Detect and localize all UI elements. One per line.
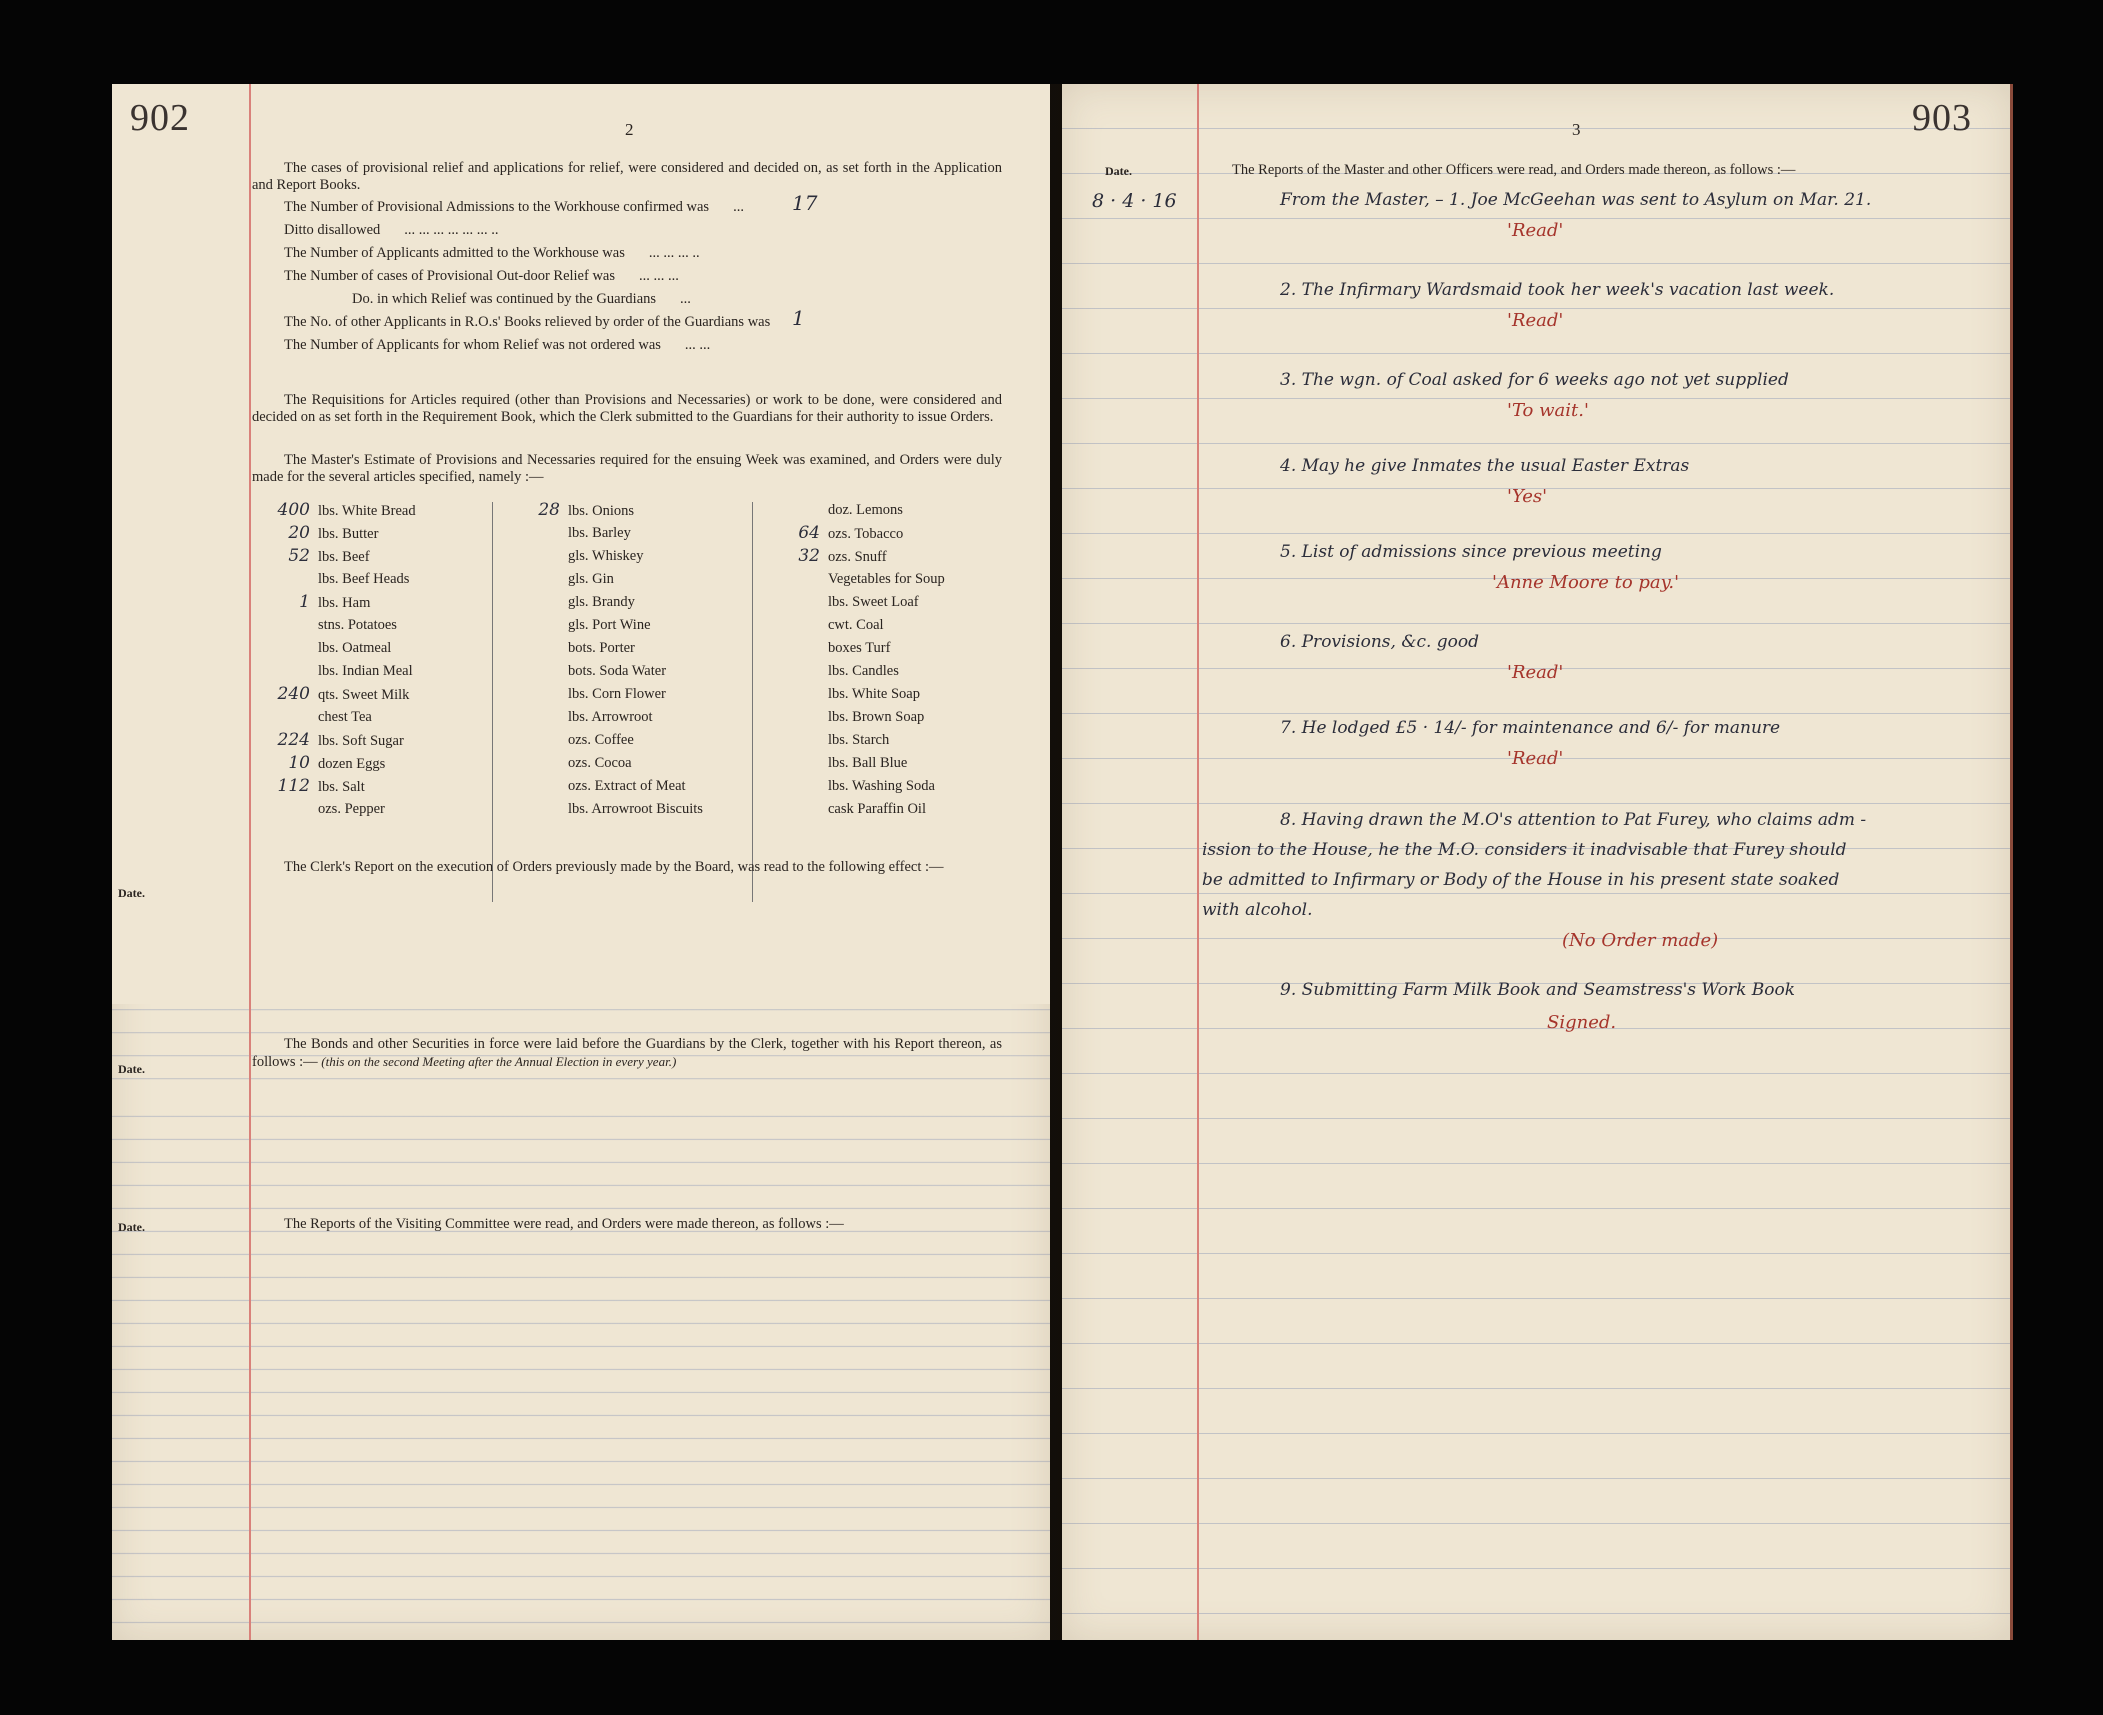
left-page <box>112 84 1050 1640</box>
report-4-order: 'Yes' <box>1507 486 1548 507</box>
report-9-text: 9. Submitting Farm Milk Book and Seamstress's Work Book <box>1280 980 1796 1000</box>
provision-quantity: 10 <box>288 753 310 773</box>
date-label: Date. <box>118 1220 145 1234</box>
provision-item: lbs. Brown Soap <box>828 709 925 725</box>
provision-row <box>252 798 416 821</box>
provision-quantity: 64 <box>798 523 820 543</box>
provision-row <box>762 729 945 752</box>
provision-item: lbs. Corn Flower <box>568 686 666 702</box>
report-9-order: Signed. <box>1547 1012 1617 1033</box>
officers-reports-header: The Reports of the Master and other Officers were read, and Orders made thereon, as follows :— <box>1232 162 1796 178</box>
estimate-paragraph: The Master's Estimate of Provisions and Necessaries required for the ensuing Week was examined, and Orders were duly made for the several articles specified, namely :— <box>252 452 1002 485</box>
provision-item: lbs. Beef Heads <box>318 571 410 587</box>
provision-row <box>252 522 416 545</box>
provision-row <box>502 775 703 798</box>
clerk-report-paragraph: The Clerk's Report on the execution of Orders previously made by the Board, was read to the following effect :— <box>284 859 944 875</box>
visiting-committee-paragraph: The Reports of the Visiting Committee were read, and Orders were made thereon, as follows :— <box>284 1216 844 1232</box>
provision-item: cwt. Coal <box>828 617 884 633</box>
provision-item: lbs. Sweet Loaf <box>828 594 919 610</box>
provision-row <box>502 568 703 591</box>
bonds-text: The Bonds and other Securities in force were laid before the Guardians by the Clerk, together with his Report thereon, as follows :— <box>252 1036 1002 1070</box>
report-3-text: 3. The wgn. of Coal asked for 6 weeks ago not yet supplied <box>1280 370 1789 390</box>
provision-item: lbs. Soft Sugar <box>318 733 404 749</box>
provision-row <box>762 775 945 798</box>
provision-item: lbs. Barley <box>568 525 631 541</box>
provision-item: lbs. Ham <box>318 595 371 611</box>
report-8-line-2: ission to the House, he the M.O. considers it inadvisable that Furey should <box>1202 840 1847 860</box>
report-2-order: 'Read' <box>1507 310 1564 331</box>
provision-row <box>252 545 416 568</box>
provisions-column-2 <box>502 499 703 821</box>
admission-row <box>252 265 1002 288</box>
provision-item: gls. Whiskey <box>568 548 644 564</box>
provision-item: ozs. Cocoa <box>568 755 632 771</box>
admission-row <box>252 334 1002 357</box>
provision-row <box>252 729 416 752</box>
requisitions-paragraph: The Requisitions for Articles required (other than Provisions and Necessaries) or work to be done, were considered and decided on as set forth in the Requirement Book, which the Clerk submitted to the Guardians for their authority to issue Orders. <box>252 392 1002 425</box>
provision-quantity: 1 <box>299 592 310 612</box>
leader-dots: ... ... ... .. <box>648 245 700 261</box>
right-margin-line <box>1197 84 1199 1640</box>
provision-item: lbs. Butter <box>318 526 379 542</box>
provision-row <box>502 752 703 775</box>
date-label: Date. <box>118 886 145 900</box>
provision-row <box>502 706 703 729</box>
report-5-text: 5. List of admissions since previous meeting <box>1280 542 1662 562</box>
provisions-divider-1 <box>492 502 493 902</box>
provision-row <box>252 706 416 729</box>
report-7-text: 7. He lodged £5 · 14/- for maintenance and 6/- for manure <box>1280 718 1781 738</box>
provision-item: lbs. Candles <box>828 663 899 679</box>
report-8-order: (No Order made) <box>1562 930 1719 951</box>
provision-item: lbs. Beef <box>318 549 370 565</box>
provisions-column-3 <box>762 499 945 821</box>
provision-item: boxes Turf <box>828 640 891 656</box>
bonds-paragraph <box>252 1036 1002 1071</box>
leader-dots: ... <box>733 199 744 215</box>
provision-row <box>762 660 945 683</box>
provision-quantity: 112 <box>277 776 310 796</box>
provision-quantity: 28 <box>538 500 560 520</box>
provisions-column-1 <box>252 499 416 821</box>
leader-dots: ... <box>680 291 691 307</box>
provision-row <box>762 683 945 706</box>
leader-dots: ... ... <box>684 337 711 353</box>
left-margin-line <box>249 84 251 1640</box>
provision-item: lbs. Onions <box>568 503 635 519</box>
provision-row <box>252 637 416 660</box>
report-6-text: 6. Provisions, &c. good <box>1280 632 1480 652</box>
provision-item: lbs. Washing Soda <box>828 778 935 794</box>
provision-row <box>502 683 703 706</box>
provision-row <box>762 522 945 545</box>
report-6-order: 'Read' <box>1507 662 1564 683</box>
report-3-order: 'To wait.' <box>1507 400 1589 421</box>
provision-row <box>762 499 945 522</box>
provision-item: chest Tea <box>318 709 372 725</box>
report-8-line-3: be admitted to Infirmary or Body of the House in his present state soaked <box>1202 870 1840 890</box>
provision-item: doz. Lemons <box>828 502 903 518</box>
provision-item: ozs. Tobacco <box>828 526 904 542</box>
provision-item: cask Paraffin Oil <box>828 801 926 817</box>
provision-quantity: 400 <box>277 500 310 520</box>
report-4-text: 4. May he give Inmates the usual Easter Extras <box>1280 456 1690 476</box>
leader-dots: ... ... ... <box>639 268 679 284</box>
admission-label: Do. in which Relief was continued by the Guardians <box>352 291 657 307</box>
provision-item: ozs. Pepper <box>318 801 385 817</box>
leader-dots: ... ... ... ... ... ... .. <box>404 222 499 238</box>
date-label: Date. <box>1105 164 1132 178</box>
report-1-text: From the Master, – 1. Joe McGeehan was sent to Asylum on Mar. 21. <box>1280 190 1872 210</box>
provision-item: gls. Port Wine <box>568 617 651 633</box>
provision-row <box>762 798 945 821</box>
provision-row <box>502 637 703 660</box>
provision-quantity: 240 <box>277 684 310 704</box>
report-7-order: 'Read' <box>1507 748 1564 769</box>
admission-label: The Number of cases of Provisional Out-door Relief was <box>284 268 616 284</box>
provision-quantity: 224 <box>277 730 310 750</box>
provision-row <box>502 545 703 568</box>
provision-row <box>252 660 416 683</box>
admission-label: The Number of Applicants admitted to the Workhouse was <box>284 245 625 261</box>
provision-item: ozs. Coffee <box>568 732 634 748</box>
admission-label: The Number of Provisional Admissions to the Workhouse confirmed was <box>284 199 710 215</box>
provision-item: lbs. Ball Blue <box>828 755 908 771</box>
report-1-order: 'Read' <box>1507 220 1564 241</box>
provisions-divider-2 <box>752 502 753 902</box>
right-page <box>1062 84 2013 1640</box>
provision-row <box>502 499 703 522</box>
provision-item: gls. Brandy <box>568 594 635 610</box>
provision-row <box>762 591 945 614</box>
provision-item: lbs. White Soap <box>828 686 920 702</box>
date-label: Date. <box>118 1062 145 1076</box>
provision-row <box>502 591 703 614</box>
provision-item: lbs. Indian Meal <box>318 663 413 679</box>
provision-row <box>252 591 416 614</box>
provision-row <box>762 614 945 637</box>
admission-value: 17 <box>792 191 818 215</box>
admission-row <box>252 242 1002 265</box>
provisional-relief-intro: The cases of provisional relief and applications for relief, were considered and decided on, as set forth in the Application and Report Books. <box>252 160 1002 193</box>
provision-row <box>762 752 945 775</box>
admissions-list <box>252 191 1002 357</box>
provision-item: qts. Sweet Milk <box>318 687 410 703</box>
provision-row <box>502 798 703 821</box>
provision-quantity: 20 <box>288 523 310 543</box>
bonds-note: (this on the second Meeting after the Annual Election in every year.) <box>321 1054 677 1069</box>
provision-row <box>502 522 703 545</box>
provision-row <box>762 568 945 591</box>
provision-item: gls. Gin <box>568 571 614 587</box>
admission-row <box>252 219 1002 242</box>
folio-number: 3 <box>1572 120 1581 139</box>
admission-value: 1 <box>792 306 805 330</box>
report-5-order: 'Anne Moore to pay.' <box>1492 572 1680 593</box>
page-number: 902 <box>130 97 190 139</box>
provision-row <box>502 729 703 752</box>
provision-item: ozs. Extract of Meat <box>568 778 686 794</box>
provision-item: lbs. Arrowroot <box>568 709 653 725</box>
provision-row <box>502 660 703 683</box>
provision-item: dozen Eggs <box>318 756 386 772</box>
provision-row <box>252 752 416 775</box>
provision-item: lbs. Starch <box>828 732 890 748</box>
provision-quantity: 52 <box>288 546 310 566</box>
provision-item: bots. Porter <box>568 640 635 656</box>
provision-row <box>252 683 416 706</box>
provision-item: bots. Soda Water <box>568 663 667 679</box>
provision-row <box>252 568 416 591</box>
provision-row <box>762 706 945 729</box>
entry-date: 8 · 4 · 16 <box>1092 190 1177 212</box>
folio-number: 2 <box>625 120 634 139</box>
admission-row <box>252 191 1002 219</box>
provision-row <box>762 545 945 568</box>
report-8-line-4: with alcohol. <box>1202 900 1313 920</box>
admission-label: The Number of Applicants for whom Relief was not ordered was <box>284 337 661 353</box>
provision-item: lbs. Salt <box>318 779 365 795</box>
provision-row <box>252 775 416 798</box>
provision-item: lbs. Oatmeal <box>318 640 392 656</box>
report-2-text: 2. The Infirmary Wardsmaid took her week's vacation last week. <box>1280 280 1835 300</box>
admission-row <box>252 306 1002 334</box>
provision-item: stns. Potatoes <box>318 617 397 633</box>
provision-quantity: 32 <box>798 546 820 566</box>
provision-item: lbs. White Bread <box>318 503 416 519</box>
report-8-line-1: 8. Having drawn the M.O's attention to Pat Furey, who claims adm - <box>1280 810 1867 830</box>
admission-row <box>252 288 1002 311</box>
admission-label: The No. of other Applicants in R.O.s' Books relieved by order of the Guardians was <box>284 314 771 330</box>
provision-item: Vegetables for Soup <box>828 571 945 587</box>
admission-label: Ditto disallowed <box>284 222 381 238</box>
provision-item: ozs. Snuff <box>828 549 887 565</box>
provision-item: lbs. Arrowroot Biscuits <box>568 801 703 817</box>
provision-row <box>252 499 416 522</box>
page-number: 903 <box>1912 97 1972 139</box>
provision-row <box>252 614 416 637</box>
provision-row <box>502 614 703 637</box>
provision-row <box>762 637 945 660</box>
